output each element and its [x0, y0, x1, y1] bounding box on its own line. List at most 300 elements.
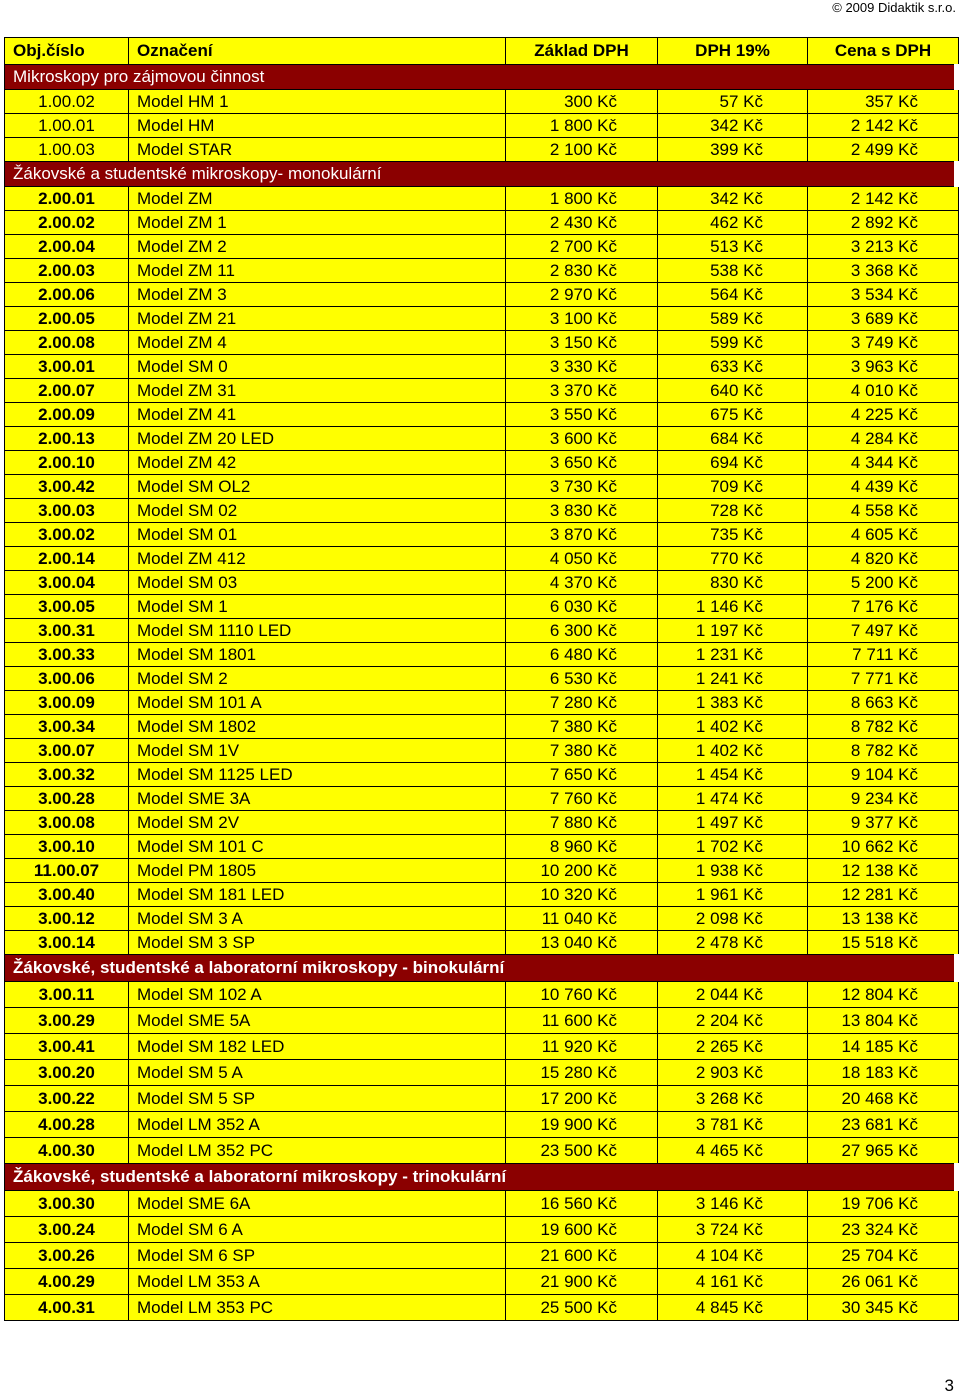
cell-name: Model SM 2V — [129, 811, 506, 835]
cell-total-price: 3 534 Kč — [808, 283, 959, 307]
table-row — [5, 1034, 959, 1060]
cell-vat: 1 402 Kč — [658, 715, 808, 739]
cell-code: 3.00.41 — [5, 1034, 129, 1060]
cell-code: 3.00.24 — [5, 1217, 129, 1243]
cell-name: Model SM 101 C — [129, 835, 506, 859]
cell-vat: 2 044 Kč — [658, 982, 808, 1008]
cell-base-price: 19 600 Kč — [506, 1217, 658, 1243]
cell-code: 2.00.09 — [5, 403, 129, 427]
cell-name: Model ZM 31 — [129, 379, 506, 403]
cell-vat: 709 Kč — [658, 475, 808, 499]
cell-code: 2.00.04 — [5, 235, 129, 259]
cell-code: 2.00.10 — [5, 451, 129, 475]
cell-code: 3.00.14 — [5, 931, 129, 955]
table-row — [5, 547, 959, 571]
cell-code: 3.00.05 — [5, 595, 129, 619]
table-row — [5, 1217, 959, 1243]
cell-code: 1.00.01 — [5, 114, 129, 138]
table-row — [5, 595, 959, 619]
cell-code: 3.00.20 — [5, 1060, 129, 1086]
cell-code: 2.00.03 — [5, 259, 129, 283]
cell-code: 2.00.01 — [5, 187, 129, 211]
cell-name: Model LM 353 A — [129, 1269, 506, 1295]
table-row — [5, 859, 959, 883]
cell-name: Model STAR — [129, 138, 506, 162]
cell-code: 3.00.40 — [5, 883, 129, 907]
cell-base-price: 6 480 Kč — [506, 643, 658, 667]
cell-code: 3.00.33 — [5, 643, 129, 667]
section-header — [5, 162, 959, 187]
cell-total-price: 23 681 Kč — [808, 1112, 959, 1138]
cell-vat: 342 Kč — [658, 187, 808, 211]
section-header — [5, 955, 959, 982]
cell-base-price: 7 880 Kč — [506, 811, 658, 835]
cell-base-price: 11 600 Kč — [506, 1008, 658, 1034]
page-number: 3 — [944, 1376, 954, 1395]
cell-vat: 1 454 Kč — [658, 763, 808, 787]
cell-vat: 462 Kč — [658, 211, 808, 235]
cell-total-price: 2 142 Kč — [808, 187, 959, 211]
cell-name: Model ZM 1 — [129, 211, 506, 235]
cell-total-price: 12 804 Kč — [808, 982, 959, 1008]
cell-total-price: 4 820 Kč — [808, 547, 959, 571]
cell-vat: 3 724 Kč — [658, 1217, 808, 1243]
cell-name: Model SM 1801 — [129, 643, 506, 667]
cell-name: Model SM 1125 LED — [129, 763, 506, 787]
cell-name: Model SM 5 A — [129, 1060, 506, 1086]
cell-total-price: 2 142 Kč — [808, 114, 959, 138]
cell-name: Model LM 352 PC — [129, 1138, 506, 1164]
cell-code: 2.00.06 — [5, 283, 129, 307]
cell-vat: 399 Kč — [658, 138, 808, 162]
cell-base-price: 7 280 Kč — [506, 691, 658, 715]
cell-name: Model ZM 2 — [129, 235, 506, 259]
cell-name: Model HM 1 — [129, 90, 506, 114]
table-row — [5, 523, 959, 547]
cell-code: 3.00.32 — [5, 763, 129, 787]
cell-vat: 2 098 Kč — [658, 907, 808, 931]
cell-base-price: 4 050 Kč — [506, 547, 658, 571]
cell-vat: 4 104 Kč — [658, 1243, 808, 1269]
cell-name: Model SME 3A — [129, 787, 506, 811]
cell-name: Model SM 3 SP — [129, 931, 506, 955]
table-row — [5, 379, 959, 403]
cell-base-price: 16 560 Kč — [506, 1191, 658, 1217]
cell-name: Model ZM — [129, 187, 506, 211]
header-code: Obj.číslo — [5, 38, 129, 65]
cell-base-price: 3 150 Kč — [506, 331, 658, 355]
cell-name: Model SM 1802 — [129, 715, 506, 739]
cell-vat: 1 231 Kč — [658, 643, 808, 667]
cell-code: 3.00.12 — [5, 907, 129, 931]
cell-code: 3.00.02 — [5, 523, 129, 547]
cell-total-price: 5 200 Kč — [808, 571, 959, 595]
cell-vat: 1 383 Kč — [658, 691, 808, 715]
cell-base-price: 1 800 Kč — [506, 114, 658, 138]
cell-name: Model SM 6 SP — [129, 1243, 506, 1269]
cell-base-price: 3 100 Kč — [506, 307, 658, 331]
cell-name: Model SM 02 — [129, 499, 506, 523]
cell-vat: 830 Kč — [658, 571, 808, 595]
table-row — [5, 619, 959, 643]
cell-vat: 2 903 Kč — [658, 1060, 808, 1086]
cell-name: Model HM — [129, 114, 506, 138]
table-row — [5, 763, 959, 787]
table-row — [5, 427, 959, 451]
cell-base-price: 11 920 Kč — [506, 1034, 658, 1060]
section-title: Žákovské, studentské a laboratorní mikroskopy - binokulární — [5, 955, 959, 982]
table-row — [5, 883, 959, 907]
cell-code: 2.00.08 — [5, 331, 129, 355]
cell-code: 3.00.08 — [5, 811, 129, 835]
cell-vat: 1 402 Kč — [658, 739, 808, 763]
table-row — [5, 331, 959, 355]
cell-name: Model SM 102 A — [129, 982, 506, 1008]
cell-total-price: 4 344 Kč — [808, 451, 959, 475]
cell-code: 4.00.31 — [5, 1295, 129, 1321]
section-title: Žákovské, studentské a laboratorní mikroskopy - trinokulární — [5, 1164, 959, 1191]
header-base: Základ DPH — [506, 38, 658, 65]
cell-code: 2.00.02 — [5, 211, 129, 235]
cell-vat: 1 197 Kč — [658, 619, 808, 643]
cell-total-price: 12 138 Kč — [808, 859, 959, 883]
cell-code: 2.00.07 — [5, 379, 129, 403]
cell-base-price: 10 760 Kč — [506, 982, 658, 1008]
cell-code: 11.00.07 — [5, 859, 129, 883]
cell-base-price: 2 100 Kč — [506, 138, 658, 162]
cell-base-price: 11 040 Kč — [506, 907, 658, 931]
table-row — [5, 451, 959, 475]
table-row — [5, 691, 959, 715]
table-row — [5, 259, 959, 283]
table-row — [5, 1243, 959, 1269]
cell-code: 1.00.03 — [5, 138, 129, 162]
cell-base-price: 7 380 Kč — [506, 715, 658, 739]
cell-total-price: 9 234 Kč — [808, 787, 959, 811]
cell-vat: 675 Kč — [658, 403, 808, 427]
cell-base-price: 21 900 Kč — [506, 1269, 658, 1295]
cell-total-price: 13 138 Kč — [808, 907, 959, 931]
section-title: Mikroskopy pro zájmovou činnost — [5, 65, 959, 90]
cell-code: 3.00.07 — [5, 739, 129, 763]
cell-total-price: 4 439 Kč — [808, 475, 959, 499]
cell-total-price: 15 518 Kč — [808, 931, 959, 955]
table-row — [5, 90, 959, 114]
cell-vat: 4 465 Kč — [658, 1138, 808, 1164]
cell-base-price: 21 600 Kč — [506, 1243, 658, 1269]
cell-base-price: 3 730 Kč — [506, 475, 658, 499]
cell-vat: 1 938 Kč — [658, 859, 808, 883]
table-row — [5, 187, 959, 211]
cell-name: Model ZM 41 — [129, 403, 506, 427]
cell-vat: 4 161 Kč — [658, 1269, 808, 1295]
cell-vat: 3 146 Kč — [658, 1191, 808, 1217]
cell-total-price: 9 104 Kč — [808, 763, 959, 787]
cell-vat: 694 Kč — [658, 451, 808, 475]
table-row — [5, 1112, 959, 1138]
table-row — [5, 1269, 959, 1295]
cell-base-price: 23 500 Kč — [506, 1138, 658, 1164]
table-row — [5, 1295, 959, 1321]
cell-base-price: 7 380 Kč — [506, 739, 658, 763]
cell-code: 3.00.22 — [5, 1086, 129, 1112]
cell-name: Model ZM 4 — [129, 331, 506, 355]
table-row — [5, 114, 959, 138]
cell-code: 3.00.06 — [5, 667, 129, 691]
cell-base-price: 2 830 Kč — [506, 259, 658, 283]
cell-total-price: 8 782 Kč — [808, 739, 959, 763]
cell-code: 3.00.29 — [5, 1008, 129, 1034]
cell-name: Model SME 5A — [129, 1008, 506, 1034]
cell-total-price: 2 892 Kč — [808, 211, 959, 235]
table-header — [5, 38, 959, 65]
cell-name: Model ZM 412 — [129, 547, 506, 571]
cell-code: 2.00.05 — [5, 307, 129, 331]
table-row — [5, 283, 959, 307]
cell-total-price: 23 324 Kč — [808, 1217, 959, 1243]
table-row — [5, 403, 959, 427]
cell-vat: 1 702 Kč — [658, 835, 808, 859]
cell-base-price: 2 430 Kč — [506, 211, 658, 235]
cell-base-price: 300 Kč — [506, 90, 658, 114]
cell-total-price: 9 377 Kč — [808, 811, 959, 835]
table-row — [5, 931, 959, 955]
cell-code: 4.00.28 — [5, 1112, 129, 1138]
cell-vat: 513 Kč — [658, 235, 808, 259]
cell-vat: 2 265 Kč — [658, 1034, 808, 1060]
cell-base-price: 7 650 Kč — [506, 763, 658, 787]
table-row — [5, 739, 959, 763]
cell-total-price: 30 345 Kč — [808, 1295, 959, 1321]
cell-name: Model LM 352 A — [129, 1112, 506, 1138]
cell-total-price: 4 558 Kč — [808, 499, 959, 523]
cell-vat: 1 474 Kč — [658, 787, 808, 811]
header-row — [5, 38, 959, 65]
table-row — [5, 1191, 959, 1217]
cell-total-price: 8 663 Kč — [808, 691, 959, 715]
table-row — [5, 667, 959, 691]
table-row — [5, 571, 959, 595]
header-vat: DPH 19% — [658, 38, 808, 65]
cell-vat: 2 478 Kč — [658, 931, 808, 955]
cell-code: 3.00.26 — [5, 1243, 129, 1269]
table-row — [5, 643, 959, 667]
cell-base-price: 3 370 Kč — [506, 379, 658, 403]
copyright-text: © 2009 Didaktik s.r.o. — [832, 0, 956, 15]
cell-code: 3.00.34 — [5, 715, 129, 739]
cell-vat: 770 Kč — [658, 547, 808, 571]
cell-name: Model SM 181 LED — [129, 883, 506, 907]
table-row — [5, 475, 959, 499]
cell-name: Model SM OL2 — [129, 475, 506, 499]
cell-code: 3.00.31 — [5, 619, 129, 643]
table-row — [5, 1086, 959, 1112]
cell-name: Model SM 5 SP — [129, 1086, 506, 1112]
table-row — [5, 499, 959, 523]
cell-name: Model SM 0 — [129, 355, 506, 379]
cell-vat: 2 204 Kč — [658, 1008, 808, 1034]
cell-total-price: 10 662 Kč — [808, 835, 959, 859]
cell-code: 3.00.09 — [5, 691, 129, 715]
cell-base-price: 2 970 Kč — [506, 283, 658, 307]
cell-vat: 589 Kč — [658, 307, 808, 331]
cell-total-price: 18 183 Kč — [808, 1060, 959, 1086]
table-row — [5, 835, 959, 859]
cell-name: Model SM 6 A — [129, 1217, 506, 1243]
table-row — [5, 307, 959, 331]
cell-vat: 564 Kč — [658, 283, 808, 307]
cell-base-price: 13 040 Kč — [506, 931, 658, 955]
cell-base-price: 10 200 Kč — [506, 859, 658, 883]
cell-base-price: 6 300 Kč — [506, 619, 658, 643]
cell-code: 3.00.10 — [5, 835, 129, 859]
cell-code: 3.00.04 — [5, 571, 129, 595]
cell-vat: 633 Kč — [658, 355, 808, 379]
cell-base-price: 3 600 Kč — [506, 427, 658, 451]
cell-total-price: 2 499 Kč — [808, 138, 959, 162]
cell-vat: 342 Kč — [658, 114, 808, 138]
cell-base-price: 17 200 Kč — [506, 1086, 658, 1112]
cell-name: Model LM 353 PC — [129, 1295, 506, 1321]
table-row — [5, 1060, 959, 1086]
cell-code: 3.00.28 — [5, 787, 129, 811]
cell-base-price: 3 550 Kč — [506, 403, 658, 427]
cell-base-price: 6 530 Kč — [506, 667, 658, 691]
section-header — [5, 1164, 959, 1191]
table-row — [5, 715, 959, 739]
cell-code: 2.00.14 — [5, 547, 129, 571]
cell-code: 3.00.42 — [5, 475, 129, 499]
cell-total-price: 4 010 Kč — [808, 379, 959, 403]
cell-vat: 640 Kč — [658, 379, 808, 403]
table-row — [5, 1008, 959, 1034]
cell-base-price: 3 830 Kč — [506, 499, 658, 523]
cell-name: Model SM 01 — [129, 523, 506, 547]
cell-total-price: 4 605 Kč — [808, 523, 959, 547]
table-row — [5, 982, 959, 1008]
cell-name: Model SM 1 — [129, 595, 506, 619]
cell-vat: 4 845 Kč — [658, 1295, 808, 1321]
table-row — [5, 235, 959, 259]
cell-vat: 1 241 Kč — [658, 667, 808, 691]
cell-base-price: 1 800 Kč — [506, 187, 658, 211]
cell-code: 3.00.03 — [5, 499, 129, 523]
cell-base-price: 7 760 Kč — [506, 787, 658, 811]
cell-total-price: 4 225 Kč — [808, 403, 959, 427]
cell-code: 3.00.11 — [5, 982, 129, 1008]
cell-base-price: 10 320 Kč — [506, 883, 658, 907]
cell-total-price: 3 963 Kč — [808, 355, 959, 379]
cell-vat: 599 Kč — [658, 331, 808, 355]
table-row — [5, 811, 959, 835]
cell-name: Model ZM 3 — [129, 283, 506, 307]
cell-total-price: 19 706 Kč — [808, 1191, 959, 1217]
cell-name: Model SM 101 A — [129, 691, 506, 715]
cell-name: Model SM 1V — [129, 739, 506, 763]
cell-vat: 3 268 Kč — [658, 1086, 808, 1112]
cell-total-price: 13 804 Kč — [808, 1008, 959, 1034]
cell-total-price: 3 213 Kč — [808, 235, 959, 259]
cell-total-price: 12 281 Kč — [808, 883, 959, 907]
cell-name: Model SM 1110 LED — [129, 619, 506, 643]
cell-name: Model PM 1805 — [129, 859, 506, 883]
cell-vat: 57 Kč — [658, 90, 808, 114]
section-title: Žákovské a studentské mikroskopy- monokulární — [5, 162, 959, 187]
cell-total-price: 4 284 Kč — [808, 427, 959, 451]
cell-base-price: 8 960 Kč — [506, 835, 658, 859]
cell-base-price: 6 030 Kč — [506, 595, 658, 619]
cell-total-price: 26 061 Kč — [808, 1269, 959, 1295]
table-row — [5, 355, 959, 379]
cell-code: 4.00.29 — [5, 1269, 129, 1295]
cell-total-price: 20 468 Kč — [808, 1086, 959, 1112]
cell-total-price: 7 497 Kč — [808, 619, 959, 643]
cell-vat: 1 497 Kč — [658, 811, 808, 835]
table-row — [5, 211, 959, 235]
cell-base-price: 19 900 Kč — [506, 1112, 658, 1138]
cell-total-price: 3 368 Kč — [808, 259, 959, 283]
header-name: Označení — [129, 38, 506, 65]
cell-name: Model ZM 20 LED — [129, 427, 506, 451]
table-body — [5, 65, 959, 1321]
cell-vat: 728 Kč — [658, 499, 808, 523]
cell-base-price: 3 650 Kč — [506, 451, 658, 475]
cell-total-price: 3 689 Kč — [808, 307, 959, 331]
cell-base-price: 25 500 Kč — [506, 1295, 658, 1321]
cell-code: 4.00.30 — [5, 1138, 129, 1164]
cell-total-price: 8 782 Kč — [808, 715, 959, 739]
cell-total-price: 7 711 Kč — [808, 643, 959, 667]
cell-code: 3.00.30 — [5, 1191, 129, 1217]
cell-vat: 684 Kč — [658, 427, 808, 451]
cell-code: 1.00.02 — [5, 90, 129, 114]
cell-total-price: 3 749 Kč — [808, 331, 959, 355]
cell-total-price: 357 Kč — [808, 90, 959, 114]
cell-name: Model ZM 11 — [129, 259, 506, 283]
cell-base-price: 3 330 Kč — [506, 355, 658, 379]
cell-vat: 1 961 Kč — [658, 883, 808, 907]
cell-base-price: 4 370 Kč — [506, 571, 658, 595]
cell-total-price: 25 704 Kč — [808, 1243, 959, 1269]
cell-name: Model ZM 21 — [129, 307, 506, 331]
cell-total-price: 7 176 Kč — [808, 595, 959, 619]
section-header — [5, 65, 959, 90]
cell-name: Model SME 6A — [129, 1191, 506, 1217]
cell-base-price: 2 700 Kč — [506, 235, 658, 259]
cell-name: Model SM 182 LED — [129, 1034, 506, 1060]
cell-code: 2.00.13 — [5, 427, 129, 451]
cell-total-price: 27 965 Kč — [808, 1138, 959, 1164]
table-row — [5, 907, 959, 931]
price-list-table — [4, 37, 960, 1321]
cell-vat: 1 146 Kč — [658, 595, 808, 619]
cell-name: Model SM 03 — [129, 571, 506, 595]
table-row — [5, 138, 959, 162]
cell-vat: 538 Kč — [658, 259, 808, 283]
cell-code: 3.00.01 — [5, 355, 129, 379]
table-row — [5, 1138, 959, 1164]
cell-vat: 3 781 Kč — [658, 1112, 808, 1138]
cell-base-price: 15 280 Kč — [506, 1060, 658, 1086]
cell-total-price: 14 185 Kč — [808, 1034, 959, 1060]
cell-total-price: 7 771 Kč — [808, 667, 959, 691]
cell-name: Model SM 3 A — [129, 907, 506, 931]
cell-name: Model ZM 42 — [129, 451, 506, 475]
header-total: Cena s DPH — [808, 38, 959, 65]
cell-vat: 735 Kč — [658, 523, 808, 547]
cell-base-price: 3 870 Kč — [506, 523, 658, 547]
table-row — [5, 787, 959, 811]
